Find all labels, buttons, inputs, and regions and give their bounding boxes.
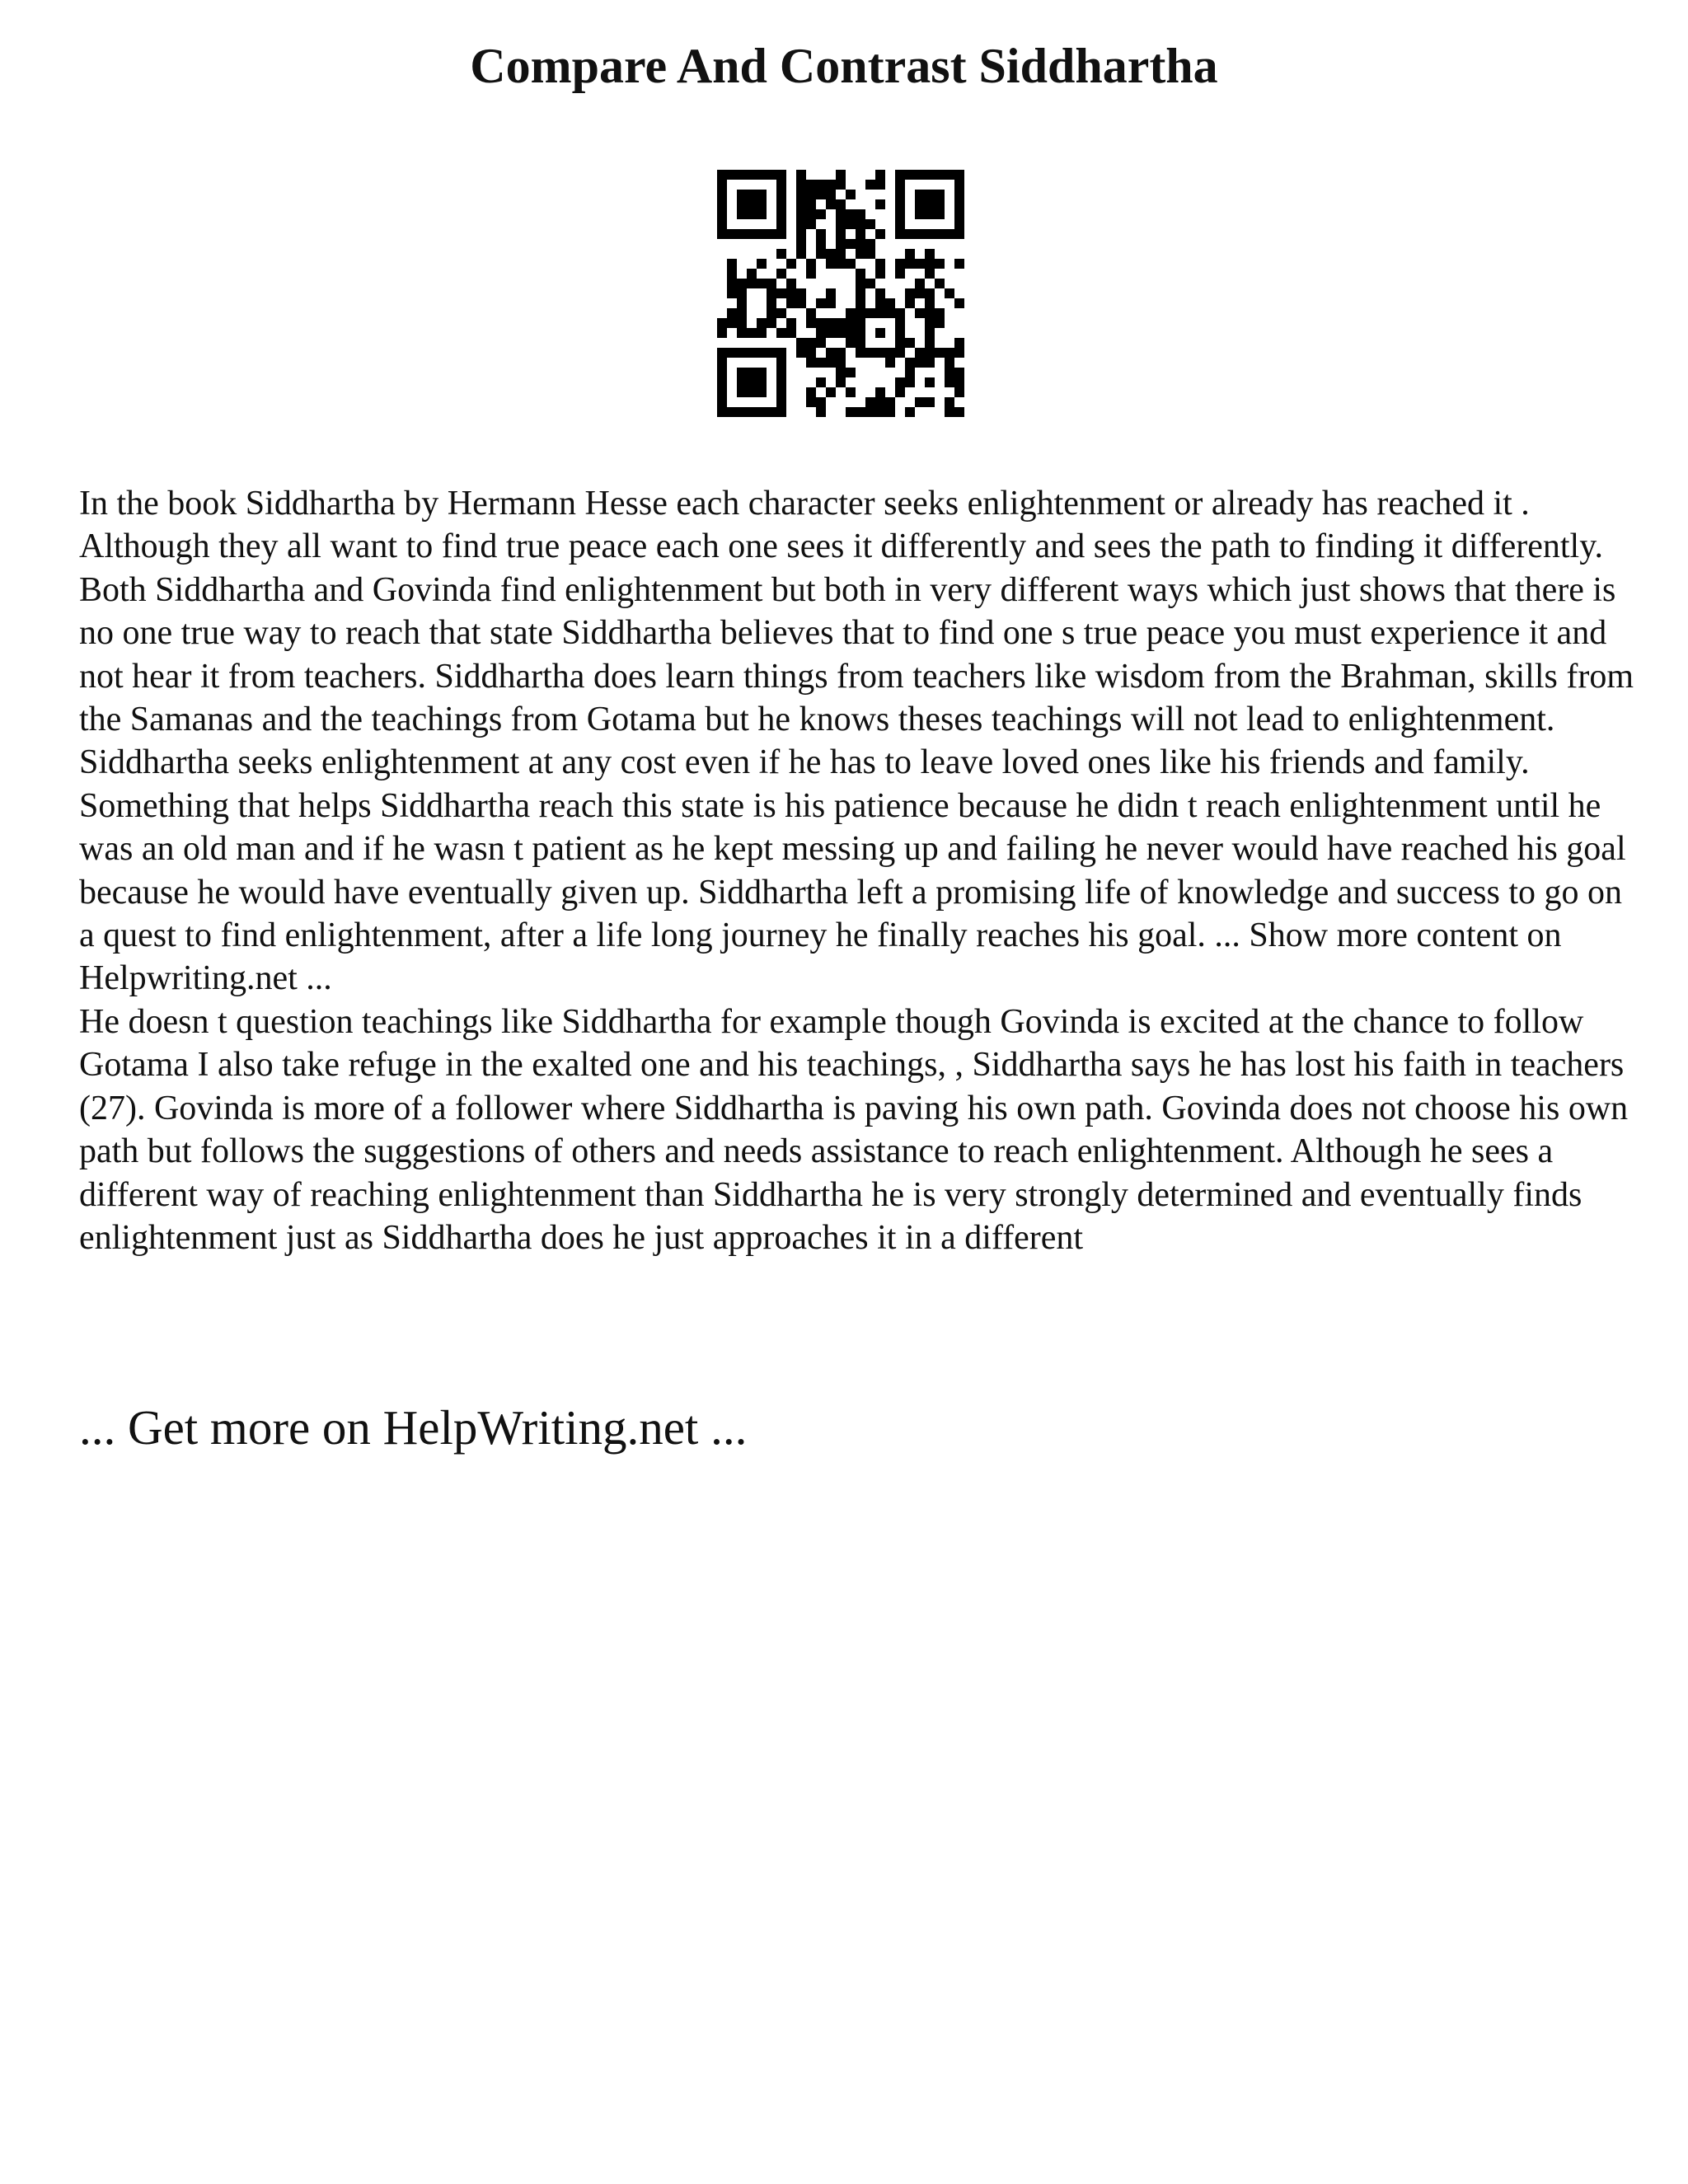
paragraph: He doesn t question teachings like Siddhartha for example though Govinda is excited at the chance to follow Gotama I also take refuge in the exalted one and his teachings, , Siddhartha says he has lost his faith in teachers (27). Govinda is more of a follower where Siddhartha is paving his own path. Govinda does not choose his own path but follows the suggestions of others and needs assistance to reach enlightenment. Although he sees a different way of reaching enlightenment than Siddhartha he is very strongly determined and eventually finds enlightenment just as Siddhartha does he just approaches it in a different: [79, 1002, 1629, 1257]
page-title: Compare And Contrast Siddhartha: [470, 39, 1218, 93]
article-body: [79, 482, 1637, 1259]
paragraph: In the book Siddhartha by Hermann Hesse each character seeks enlightenment or already has reached it . Although they all want to find true peace each one sees it differently and sees the path to finding it differently. Both Siddhartha and Govinda find enlightenment but both in very different ways which just shows that there is no one true way to reach that state Siddhartha believes that to find one s true peace you must experience it and not hear it from teachers. Siddhartha does learn things from teachers like wisdom from the Brahman, skills from the Samanas and the teachings from Gotama but he knows theses teachings will not lead to enlightenment. Siddhartha seeks enlightenment at any cost even if he has to leave loved ones like his friends and family. Something that helps Siddhartha reach this state is his patience because he didn t reach enlightenment until he was an old man and if he wasn t patient as he kept messing up and failing he never would have reached his goal because he would have eventually given up. Siddhartha left a promising life of knowledge and success to go on a quest to find enlightenment, after a life long journey he finally reaches his goal. ... Show more content on Helpwriting.net ...: [79, 485, 1634, 998]
qr-code-icon: [717, 170, 964, 417]
get-more-link[interactable]: ... Get more on HelpWriting.net ...: [79, 1400, 748, 1455]
